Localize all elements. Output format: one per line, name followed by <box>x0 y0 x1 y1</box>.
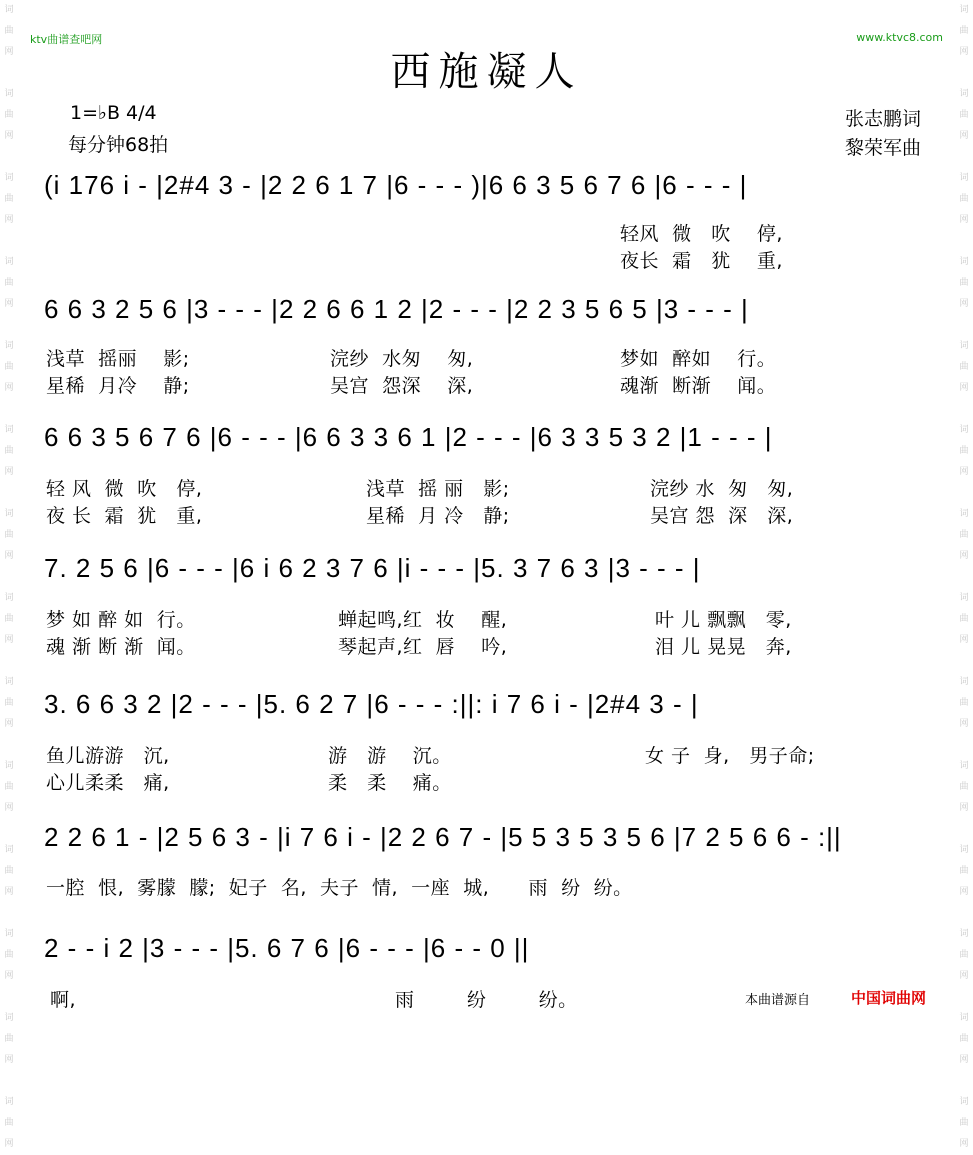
lyric-line-2a-3: 梦如 醉如 行。 <box>620 348 777 370</box>
lyric-line-4a-3: 叶 儿 飘飘 零, <box>655 609 792 631</box>
lyric-line-2a: 浅草 摇丽 影; <box>46 348 190 370</box>
tempo: 每分钟68拍 <box>68 134 169 156</box>
notation-line-3: 6 6 3 5 6 7 6 |6 - - - |6 6 3 3 6 1 |2 - - - |6 3 3 5 3 2 |1 - - - | <box>44 422 773 452</box>
lyric-line-2b: 星稀 月冷 静; <box>46 375 190 397</box>
notation-line-1: (i 176 i - |2#4 3 - |2 2 6 1 7 |6 - - - )|6 6 3 5 6 7 6 |6 - - - | <box>44 170 748 200</box>
site-url-right[interactable]: www.ktvc8.com <box>856 31 943 44</box>
lyric-line-3b-3: 吴宫 怨 深 深, <box>650 505 794 527</box>
lyric-line-3b: 夜 长 霜 犹 重, <box>46 505 203 527</box>
lyric-line-4a-2: 蝉起鸣,红 妆 醒, <box>338 609 508 631</box>
lyric-line-5b: 心儿柔柔 痛, <box>46 772 170 794</box>
lyric-line-4a: 梦 如 醉 如 行。 <box>46 609 196 631</box>
lyric-line-2a-2: 浣纱 水匆 匆, <box>330 348 474 370</box>
lyric-line-3a-2: 浅草 摇 丽 影; <box>366 478 510 500</box>
score-line-7 <box>44 933 924 967</box>
lyric-line-2b-2: 吴宫 怨深 深, <box>330 375 474 397</box>
lyric-line-1a: 轻风 微 吹 停, <box>620 223 783 245</box>
lyricist: 张志鹏词 <box>844 108 921 130</box>
lyric-line-4b-3: 泪 儿 晃晃 奔, <box>655 636 792 658</box>
lyric-line-3a: 轻 风 微 吹 停, <box>46 478 203 500</box>
lyric-line-5b-2: 柔 柔 痛。 <box>328 772 452 794</box>
lyric-line-4b: 魂 渐 断 渐 闻。 <box>46 636 196 658</box>
key-signature: 1=♭B 4/4 <box>70 102 157 124</box>
watermark-right: 词 曲 网 词 曲 网 词 曲 网 词 曲 网 词 曲 网 词 曲 网 词 曲 网 词 曲 网 词 曲 网 词 曲 网 词 曲 网 词 曲 网 词 曲 网 词 曲 网 <box>959 5 969 1149</box>
notation-line-2: 6 6 3 2 5 6 |3 - - - |2 2 6 6 1 2 |2 - - - |2 2 3 5 6 5 |3 - - - | <box>44 294 749 324</box>
lyric-line-3a-3: 浣纱 水 匆 匆, <box>650 478 794 500</box>
score-line-4 <box>44 553 924 587</box>
lyric-line-6: 一腔 恨, 雾朦 朦; 妃子 名, 夫子 情, 一座 城, 雨 纷 纷。 <box>46 877 633 899</box>
watermark-left: 词 曲 网 词 曲 网 词 曲 网 词 曲 网 词 曲 网 词 曲 网 词 曲 网 词 曲 网 词 曲 网 词 曲 网 词 曲 网 词 曲 网 词 曲 网 词 曲 网 <box>4 5 14 1149</box>
song-title: 西施凝人 <box>390 49 583 95</box>
source-note: 本曲谱源自 <box>745 993 811 1008</box>
notation-line-5: 3. 6 6 3 2 |2 - - - |5. 6 2 7 |6 - - - :||: i 7 6 i - |2#4 3 - | <box>44 689 699 719</box>
source-site-link[interactable]: 中国词曲网 <box>851 989 927 1007</box>
score-line-5 <box>44 689 924 723</box>
score-line-3 <box>44 422 924 456</box>
lyric-line-1b: 夜长 霜 犹 重, <box>620 250 783 272</box>
lyric-line-7a: 啊, <box>50 989 77 1011</box>
lyric-line-2b-3: 魂渐 断渐 闻。 <box>620 375 777 397</box>
lyric-line-3b-2: 星稀 月 冷 静; <box>366 505 510 527</box>
site-name-left[interactable]: ktv曲谱查吧网 <box>30 33 103 46</box>
lyric-line-4b-2: 琴起声,红 唇 吟, <box>338 636 508 658</box>
lyric-line-5a: 鱼儿游游 沉, <box>46 745 170 767</box>
lyric-line-7b: 雨 纷 纷。 <box>395 989 578 1011</box>
score-line-1 <box>44 170 924 204</box>
lyric-line-5a-3: 女 子 身, 男子命; <box>645 745 815 767</box>
score-line-6 <box>44 822 924 856</box>
composer: 黎荣军曲 <box>844 137 921 159</box>
score-line-2 <box>44 294 924 328</box>
notation-line-4: 7. 2 5 6 |6 - - - |6 i 6 2 3 7 6 |i - - - |5. 3 7 6 3 |3 - - - | <box>44 553 701 583</box>
lyric-line-5a-2: 游 游 沉。 <box>328 745 452 767</box>
notation-line-6: 2 2 6 1 - |2 5 6 3 - |i 7 6 i - |2 2 6 7 - |5 5 3 5 3 5 6 |7 2 5 6 6 - :|| <box>44 822 842 852</box>
notation-line-7: 2 - - i 2 |3 - - - |5. 6 7 6 |6 - - - |6 - - 0 || <box>44 933 530 963</box>
